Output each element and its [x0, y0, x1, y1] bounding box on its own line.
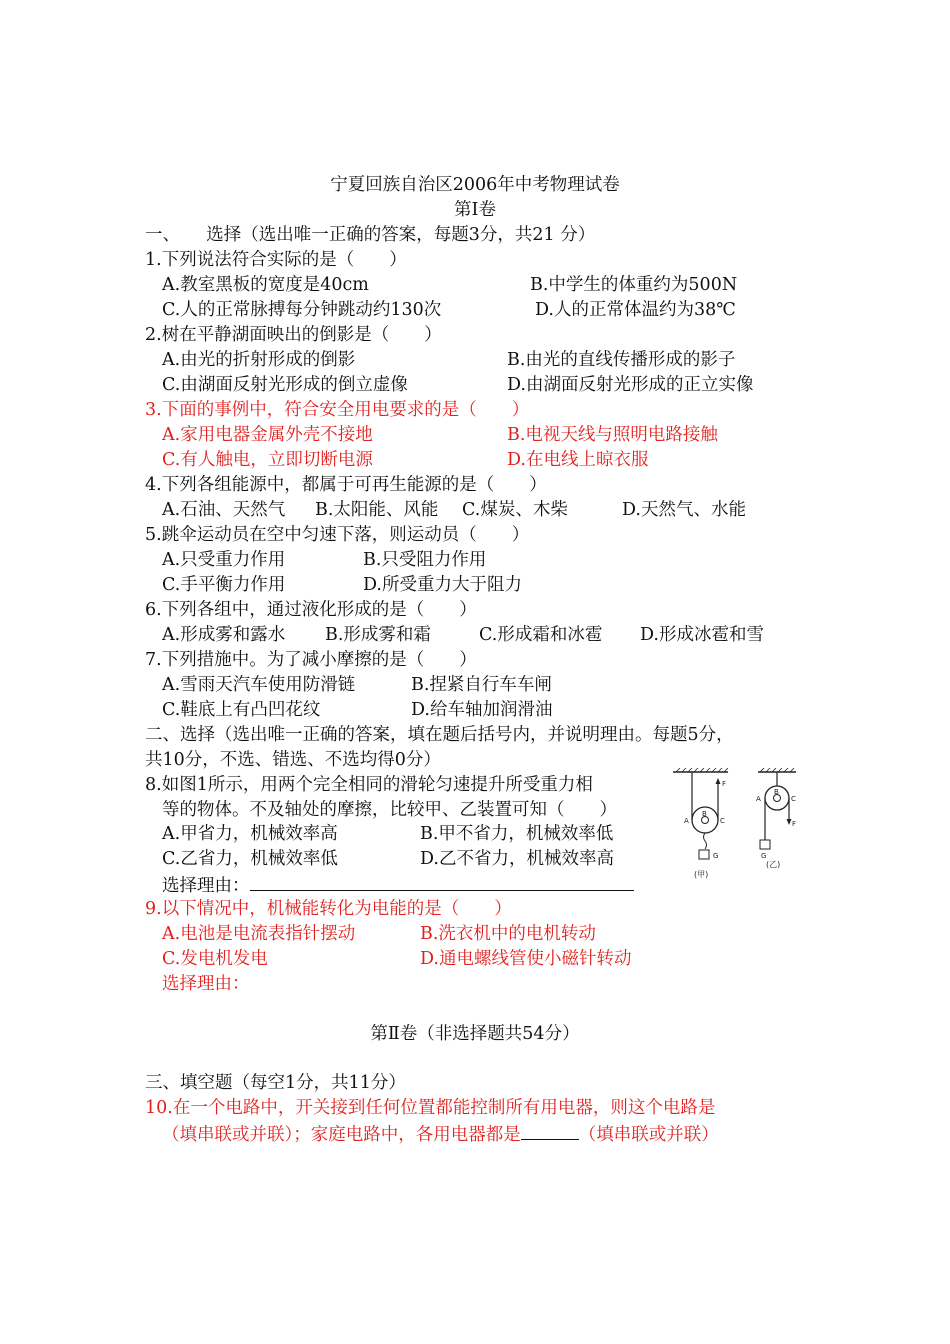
q8-option-b: B.甲不省力，机械效率低 [420, 824, 614, 844]
figure-label-g-jia: G [713, 852, 719, 860]
q10-answer-blank[interactable] [521, 1121, 579, 1140]
section-2-heading-line-1: 二、选择（选出唯一正确的答案，填在题后括号内，并说明理由。每题5分， [145, 725, 734, 745]
q5-option-a: A.只受重力作用 [162, 550, 286, 570]
q1-option-d: D.人的正常体温约为38℃ [535, 300, 736, 320]
q10-line-2 [162, 1121, 719, 1148]
q8-option-a: A.甲省力，机械效率高 [162, 824, 338, 844]
figure-label-f-jia: F [722, 780, 727, 788]
figure-label-g-yi: G [761, 852, 767, 860]
q1-option-c: C.人的正常脉搏每分钟跳动约130次 [162, 300, 442, 320]
pulley-figure [670, 768, 810, 883]
q7-option-a: A.雪雨天汽车使用防滑链 [162, 675, 356, 695]
pulley-diagram-yi [756, 768, 796, 869]
q10-line-2-text-b: （填串联或并联） [578, 1125, 719, 1145]
q6-option-d: D.形成冰雹和雪 [640, 625, 764, 645]
q6-option-b: B.形成雾和霜 [325, 625, 431, 645]
q8-reason-blank[interactable] [250, 872, 634, 891]
q4-stem: 4.下列各组能源中，都属于可再生能源的是（ ） [145, 475, 547, 495]
figure-caption-yi: (乙) [766, 860, 781, 869]
q7-option-b: B.捏紧自行车车闸 [411, 675, 552, 695]
q9-reason: 选择理由： [162, 974, 250, 994]
q4-option-a: A.石油、天然气 [162, 500, 286, 520]
q6-stem: 6.下列各组中，通过液化形成的是（ ） [145, 600, 477, 620]
figure-label-b-jia: B [702, 810, 707, 818]
volume-1-title: 第Ⅰ卷 [454, 200, 496, 220]
q4-option-b: B.太阳能、风能 [315, 500, 439, 520]
q3-stem: 3.下面的事例中，符合安全用电要求的是（ ） [145, 400, 530, 420]
q3-option-b: B.电视天线与照明电路接触 [507, 425, 718, 445]
q2-option-c: C.由湖面反射光形成的倒立虚像 [162, 375, 408, 395]
q10-line-2-text-a: （填串联或并联）；家庭电路中，各用电器都是 [162, 1125, 521, 1145]
q5-option-c: C.手平衡力作用 [162, 575, 286, 595]
figure-label-a-jia: A [684, 817, 689, 825]
q5-option-d: D.所受重力大于阻力 [363, 575, 522, 595]
q3-option-a: A.家用电器金属外壳不接地 [162, 425, 373, 445]
q5-option-b: B.只受阻力作用 [363, 550, 487, 570]
q1-option-b: B.中学生的体重约为500N [530, 275, 738, 295]
figure-label-c-jia: C [720, 817, 725, 825]
q3-option-d: D.在电线上晾衣服 [507, 450, 649, 470]
q1-option-a: A.教室黑板的宽度是40cm [162, 275, 369, 295]
pulley-diagram-jia [673, 768, 728, 879]
exam-title: 宁夏回族自治区2006年中考物理试卷 [330, 175, 620, 195]
figure-label-f-yi: F [792, 820, 797, 828]
volume-2-title: 第Ⅱ卷（非选择题共54分） [370, 1024, 580, 1044]
q6-option-a: A.形成雾和露水 [162, 625, 286, 645]
figure-label-c-yi: C [791, 795, 796, 803]
q7-option-c: C.鞋底上有凸凹花纹 [162, 700, 321, 720]
q5-stem: 5.跳伞运动员在空中匀速下落，则运动员（ ） [145, 525, 530, 545]
q1-stem: 1.下列说法符合实际的是（ ） [145, 250, 407, 270]
q8-option-d: D.乙不省力，机械效率高 [420, 849, 614, 869]
q9-option-c: C.发电机发电 [162, 949, 268, 969]
q9-option-d: D.通电螺线管使小磁针转动 [420, 949, 632, 969]
q8-reason-label: 选择理由： [162, 876, 250, 896]
q6-option-c: C.形成霜和冰雹 [479, 625, 603, 645]
q9-option-a: A.电池是电流表指针摆动 [162, 924, 356, 944]
q10-line-1: 10.在一个电路中，开关接到任何位置都能控制所有用电器，则这个电路是 [145, 1098, 716, 1118]
section-2-heading-line-2: 共10分，不选、错选、不选均得0分） [145, 750, 441, 770]
q7-option-d: D.给车轴加润滑油 [411, 700, 553, 720]
q9-option-b: B.洗衣机中的电机转动 [420, 924, 596, 944]
figure-label-b-yi: B [774, 788, 779, 796]
q4-option-d: D.天然气、水能 [622, 500, 746, 520]
q8-stem-line-2: 等的物体。不及轴处的摩擦，比较甲、乙装置可知（ ） [162, 800, 617, 820]
q8-option-c: C.乙省力，机械效率低 [162, 849, 338, 869]
q2-option-a: A.由光的折射形成的倒影 [162, 350, 356, 370]
q9-stem: 9.以下情况中，机械能转化为电能的是（ ） [145, 899, 512, 919]
q8-reason [162, 872, 634, 899]
q2-option-b: B.由光的直线传播形成的影子 [507, 350, 736, 370]
q2-stem: 2.树在平静湖面映出的倒影是（ ） [145, 325, 442, 345]
figure-label-a-yi: A [756, 795, 761, 803]
section-3-heading: 三、填空题（每空1分，共11分） [145, 1073, 406, 1093]
section-1-heading: 一、 选择（选出唯一正确的答案，每题3分，共21 分） [145, 225, 596, 245]
q2-option-d: D.由湖面反射光形成的正立实像 [507, 375, 754, 395]
figure-caption-jia: (甲) [694, 870, 709, 879]
q3-option-c: C.有人触电，立即切断电源 [162, 450, 373, 470]
q4-option-c: C.煤炭、木柴 [462, 500, 568, 520]
q7-stem: 7.下列措施中。为了减小摩擦的是（ ） [145, 650, 477, 670]
q8-stem-line-1: 8.如图1所示，用两个完全相同的滑轮匀速提升所受重力相 [145, 775, 593, 795]
